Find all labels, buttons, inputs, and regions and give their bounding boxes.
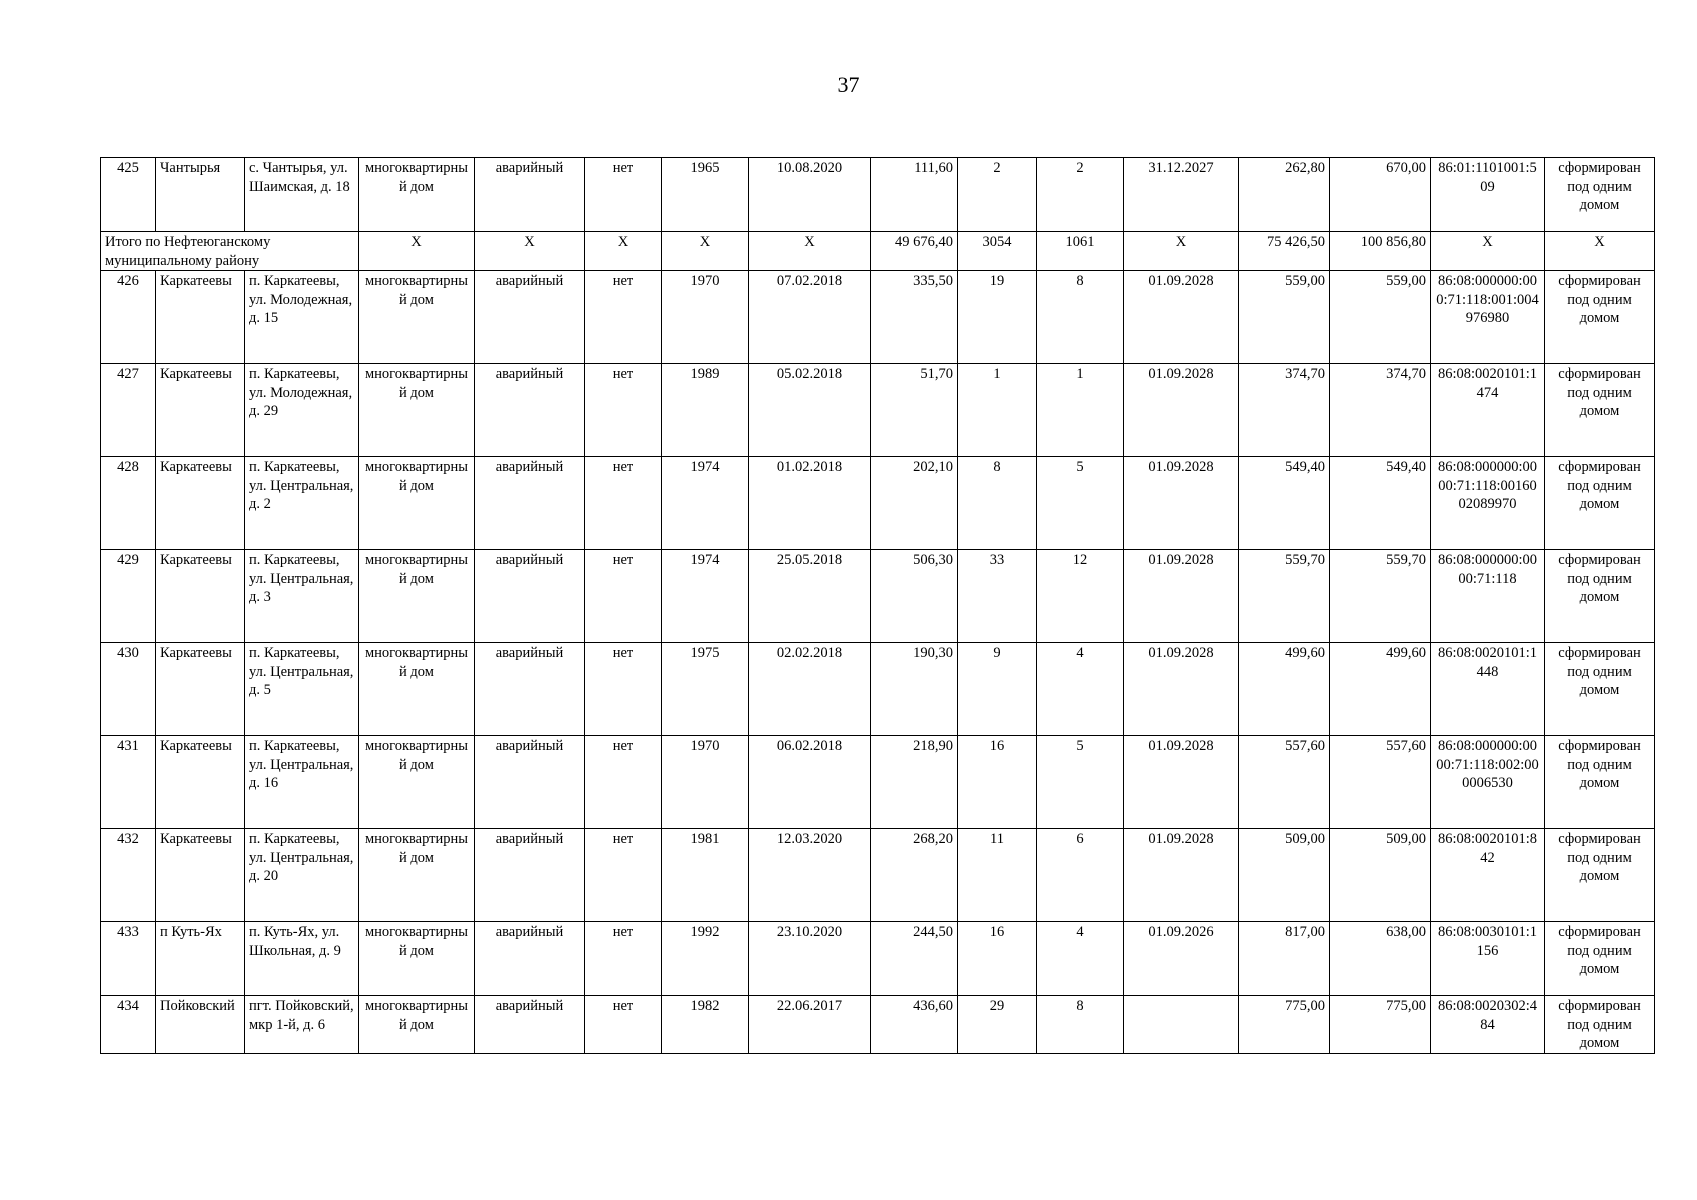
land-note-cell: сформирован под одним домом (1545, 364, 1655, 457)
flag-value-cell: нет (585, 829, 662, 922)
residents-count-cell: 9 (958, 643, 1037, 736)
building-type-cell: многоквартирный дом (359, 922, 475, 996)
address-cell: п. Каркатеевы, ул. Центральная, д. 3 (245, 550, 359, 643)
total-construction-year: X (662, 232, 749, 271)
registry-body (101, 158, 1655, 1054)
planned-date-cell: 01.09.2028 (1124, 550, 1239, 643)
premises-count-cell: 8 (1037, 271, 1124, 364)
flag-value-cell: нет (585, 158, 662, 232)
building-status-cell: аварийный (475, 158, 585, 232)
table-row (101, 736, 1655, 829)
total-building-status: X (475, 232, 585, 271)
premises-count-cell: 4 (1037, 643, 1124, 736)
premises-count-cell: 6 (1037, 829, 1124, 922)
table-row (101, 829, 1655, 922)
total-area-cell: 51,70 (871, 364, 958, 457)
building-type-cell: многоквартирный дом (359, 158, 475, 232)
recognition-date-cell: 02.02.2018 (749, 643, 871, 736)
area-value-3-cell: 775,00 (1330, 996, 1431, 1054)
building-type-cell: многоквартирный дом (359, 364, 475, 457)
recognition-date-cell: 10.08.2020 (749, 158, 871, 232)
area-value-2-cell: 559,70 (1239, 550, 1330, 643)
total-area-cell: 202,10 (871, 457, 958, 550)
construction-year-cell: 1989 (662, 364, 749, 457)
total-row (101, 232, 1655, 271)
cadastral-number-cell: 86:08:0030101:1156 (1431, 922, 1545, 996)
land-note-cell: сформирован под одним домом (1545, 550, 1655, 643)
residents-count-cell: 11 (958, 829, 1037, 922)
flag-value-cell: нет (585, 922, 662, 996)
recognition-date-cell: 05.02.2018 (749, 364, 871, 457)
area-value-2-cell: 499,60 (1239, 643, 1330, 736)
flag-value-cell: нет (585, 457, 662, 550)
area-value-2-cell: 775,00 (1239, 996, 1330, 1054)
settlement-name-cell: Пойковский (156, 996, 245, 1054)
premises-count-cell: 5 (1037, 457, 1124, 550)
total-flag-value: X (585, 232, 662, 271)
row-number-cell: 427 (101, 364, 156, 457)
planned-date-cell: 01.09.2028 (1124, 457, 1239, 550)
planned-date-cell: 01.09.2028 (1124, 643, 1239, 736)
premises-count-cell: 8 (1037, 996, 1124, 1054)
total-area-cell: 244,50 (871, 922, 958, 996)
table-row (101, 457, 1655, 550)
construction-year-cell: 1981 (662, 829, 749, 922)
settlement-name-cell: Каркатеевы (156, 643, 245, 736)
land-note-cell: сформирован под одним домом (1545, 643, 1655, 736)
construction-year-cell: 1965 (662, 158, 749, 232)
construction-year-cell: 1970 (662, 736, 749, 829)
settlement-name-cell: Каркатеевы (156, 271, 245, 364)
premises-count-cell: 4 (1037, 922, 1124, 996)
total-recognition-date: X (749, 232, 871, 271)
construction-year-cell: 1975 (662, 643, 749, 736)
row-number-cell: 425 (101, 158, 156, 232)
recognition-date-cell: 22.06.2017 (749, 996, 871, 1054)
total-area-cell: 190,30 (871, 643, 958, 736)
address-cell: п. Каркатеевы, ул. Молодежная, д. 15 (245, 271, 359, 364)
residents-count-cell: 19 (958, 271, 1037, 364)
residents-count-cell: 16 (958, 736, 1037, 829)
settlement-name-cell: п Куть-Ях (156, 922, 245, 996)
total-area-cell: 506,30 (871, 550, 958, 643)
area-value-2-cell: 374,70 (1239, 364, 1330, 457)
flag-value-cell: нет (585, 996, 662, 1054)
planned-date-cell: 31.12.2027 (1124, 158, 1239, 232)
table-row (101, 158, 1655, 232)
table-row (101, 364, 1655, 457)
planned-date-cell: 01.09.2028 (1124, 271, 1239, 364)
area-value-3-cell: 638,00 (1330, 922, 1431, 996)
recognition-date-cell: 06.02.2018 (749, 736, 871, 829)
row-number-cell: 430 (101, 643, 156, 736)
building-type-cell: многоквартирный дом (359, 271, 475, 364)
land-note-cell: сформирован под одним домом (1545, 158, 1655, 232)
settlement-name-cell: Каркатеевы (156, 829, 245, 922)
table-row (101, 996, 1655, 1054)
total-planned-date: X (1124, 232, 1239, 271)
total-area-cell: 111,60 (871, 158, 958, 232)
planned-date-cell: 01.09.2028 (1124, 364, 1239, 457)
area-value-3-cell: 557,60 (1330, 736, 1431, 829)
settlement-name-cell: Каркатеевы (156, 457, 245, 550)
address-cell: п. Куть-Ях, ул. Школьная, д. 9 (245, 922, 359, 996)
residents-count-cell: 8 (958, 457, 1037, 550)
building-status-cell: аварийный (475, 996, 585, 1054)
table-row (101, 550, 1655, 643)
residents-count-cell: 2 (958, 158, 1037, 232)
residents-count-cell: 16 (958, 922, 1037, 996)
residents-count-cell: 33 (958, 550, 1037, 643)
area-value-3-cell: 509,00 (1330, 829, 1431, 922)
row-number-cell: 431 (101, 736, 156, 829)
address-cell: п. Каркатеевы, ул. Центральная, д. 2 (245, 457, 359, 550)
construction-year-cell: 1974 (662, 550, 749, 643)
cadastral-number-cell: 86:08:000000:0000:71:118:0016002089970 (1431, 457, 1545, 550)
total-total-area: 49 676,40 (871, 232, 958, 271)
total-area-value-3: 100 856,80 (1330, 232, 1431, 271)
area-value-3-cell: 549,40 (1330, 457, 1431, 550)
cadastral-number-cell: 86:01:1101001:509 (1431, 158, 1545, 232)
address-cell: п. Каркатеевы, ул. Центральная, д. 16 (245, 736, 359, 829)
flag-value-cell: нет (585, 364, 662, 457)
construction-year-cell: 1970 (662, 271, 749, 364)
building-status-cell: аварийный (475, 922, 585, 996)
building-status-cell: аварийный (475, 457, 585, 550)
cadastral-number-cell: 86:08:000000:0000:71:118 (1431, 550, 1545, 643)
row-number-cell: 433 (101, 922, 156, 996)
row-number-cell: 429 (101, 550, 156, 643)
total-premises-count: 1061 (1037, 232, 1124, 271)
row-number-cell: 434 (101, 996, 156, 1054)
land-note-cell: сформирован под одним домом (1545, 271, 1655, 364)
settlement-name-cell: Чантырья (156, 158, 245, 232)
land-note-cell: сформирован под одним домом (1545, 829, 1655, 922)
address-cell: п. Каркатеевы, ул. Центральная, д. 5 (245, 643, 359, 736)
area-value-2-cell: 509,00 (1239, 829, 1330, 922)
total-area-cell: 218,90 (871, 736, 958, 829)
cadastral-number-cell: 86:08:0020302:484 (1431, 996, 1545, 1054)
area-value-2-cell: 817,00 (1239, 922, 1330, 996)
table-row (101, 643, 1655, 736)
premises-count-cell: 2 (1037, 158, 1124, 232)
cadastral-number-cell: 86:08:0020101:842 (1431, 829, 1545, 922)
total-cadastral-number: X (1431, 232, 1545, 271)
settlement-name-cell: Каркатеевы (156, 736, 245, 829)
table-row (101, 271, 1655, 364)
planned-date-cell: 01.09.2028 (1124, 736, 1239, 829)
planned-date-cell: 01.09.2028 (1124, 829, 1239, 922)
building-status-cell: аварийный (475, 643, 585, 736)
flag-value-cell: нет (585, 643, 662, 736)
land-note-cell: сформирован под одним домом (1545, 922, 1655, 996)
area-value-3-cell: 670,00 (1330, 158, 1431, 232)
building-status-cell: аварийный (475, 736, 585, 829)
building-status-cell: аварийный (475, 550, 585, 643)
area-value-3-cell: 559,70 (1330, 550, 1431, 643)
premises-count-cell: 5 (1037, 736, 1124, 829)
residents-count-cell: 1 (958, 364, 1037, 457)
area-value-3-cell: 499,60 (1330, 643, 1431, 736)
total-area-value-2: 75 426,50 (1239, 232, 1330, 271)
construction-year-cell: 1982 (662, 996, 749, 1054)
recognition-date-cell: 07.02.2018 (749, 271, 871, 364)
flag-value-cell: нет (585, 736, 662, 829)
flag-value-cell: нет (585, 550, 662, 643)
area-value-2-cell: 559,00 (1239, 271, 1330, 364)
building-status-cell: аварийный (475, 271, 585, 364)
address-cell: с. Чантырья, ул. Шаимская, д. 18 (245, 158, 359, 232)
planned-date-cell (1124, 996, 1239, 1054)
total-area-cell: 335,50 (871, 271, 958, 364)
land-note-cell: сформирован под одним домом (1545, 736, 1655, 829)
recognition-date-cell: 23.10.2020 (749, 922, 871, 996)
cadastral-number-cell: 86:08:0020101:1474 (1431, 364, 1545, 457)
planned-date-cell: 01.09.2026 (1124, 922, 1239, 996)
table-row (101, 922, 1655, 996)
total-land-note: X (1545, 232, 1655, 271)
recognition-date-cell: 25.05.2018 (749, 550, 871, 643)
building-type-cell: многоквартирный дом (359, 643, 475, 736)
total-area-cell: 436,60 (871, 996, 958, 1054)
building-type-cell: многоквартирный дом (359, 996, 475, 1054)
settlement-name-cell: Каркатеевы (156, 364, 245, 457)
total-label: Итого по Нефтеюганскому муниципальному району (101, 232, 359, 271)
area-value-2-cell: 262,80 (1239, 158, 1330, 232)
cadastral-number-cell: 86:08:000000:000:71:118:001:004976980 (1431, 271, 1545, 364)
premises-count-cell: 1 (1037, 364, 1124, 457)
construction-year-cell: 1992 (662, 922, 749, 996)
recognition-date-cell: 01.02.2018 (749, 457, 871, 550)
construction-year-cell: 1974 (662, 457, 749, 550)
building-status-cell: аварийный (475, 829, 585, 922)
cadastral-number-cell: 86:08:0020101:1448 (1431, 643, 1545, 736)
address-cell: п. Каркатеевы, ул. Молодежная, д. 29 (245, 364, 359, 457)
address-cell: пгт. Пойковский, мкр 1-й, д. 6 (245, 996, 359, 1054)
cadastral-number-cell: 86:08:000000:0000:71:118:002:000006530 (1431, 736, 1545, 829)
recognition-date-cell: 12.03.2020 (749, 829, 871, 922)
page-number: 37 (837, 72, 860, 97)
building-type-cell: многоквартирный дом (359, 736, 475, 829)
area-value-2-cell: 557,60 (1239, 736, 1330, 829)
total-residents-count: 3054 (958, 232, 1037, 271)
building-status-cell: аварийный (475, 364, 585, 457)
area-value-3-cell: 559,00 (1330, 271, 1431, 364)
row-number-cell: 428 (101, 457, 156, 550)
area-value-2-cell: 549,40 (1239, 457, 1330, 550)
land-note-cell: сформирован под одним домом (1545, 996, 1655, 1054)
premises-count-cell: 12 (1037, 550, 1124, 643)
land-note-cell: сформирован под одним домом (1545, 457, 1655, 550)
address-cell: п. Каркатеевы, ул. Центральная, д. 20 (245, 829, 359, 922)
settlement-name-cell: Каркатеевы (156, 550, 245, 643)
total-building-type: X (359, 232, 475, 271)
building-type-cell: многоквартирный дом (359, 550, 475, 643)
housing-registry-table (100, 157, 1655, 1054)
building-type-cell: многоквартирный дом (359, 829, 475, 922)
row-number-cell: 432 (101, 829, 156, 922)
residents-count-cell: 29 (958, 996, 1037, 1054)
flag-value-cell: нет (585, 271, 662, 364)
building-type-cell: многоквартирный дом (359, 457, 475, 550)
area-value-3-cell: 374,70 (1330, 364, 1431, 457)
row-number-cell: 426 (101, 271, 156, 364)
total-area-cell: 268,20 (871, 829, 958, 922)
